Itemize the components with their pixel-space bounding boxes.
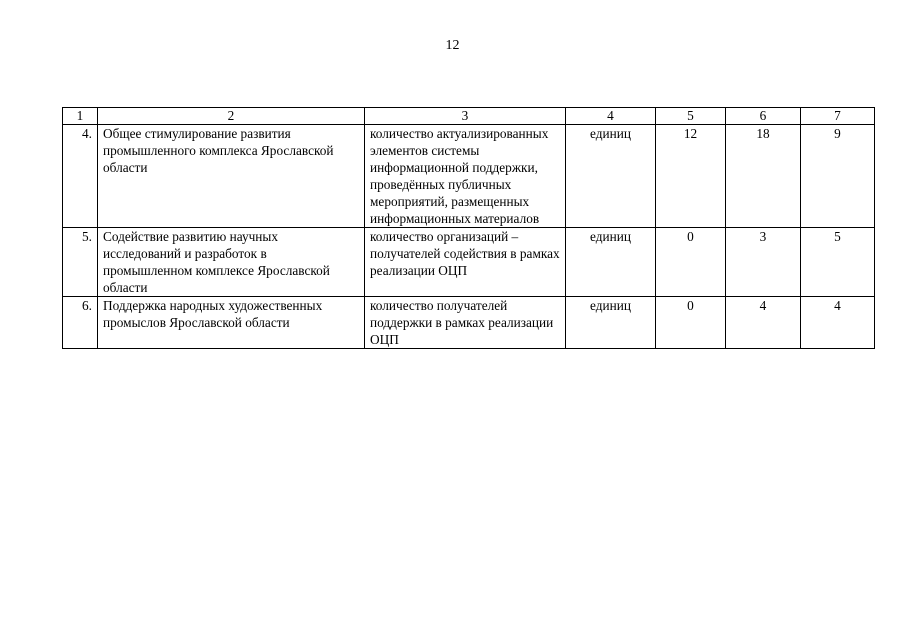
row-indicator: количество актуализированных элементов системы информационной поддержки, проведённых публичных мероприятий, размещенных информационных материалов (365, 125, 566, 228)
table-row (63, 297, 875, 349)
page-number: 12 (445, 38, 460, 53)
row-value-5: 0 (656, 228, 726, 297)
row-unit: единиц (566, 228, 656, 297)
row-value-7: 5 (801, 228, 875, 297)
table-row (63, 228, 875, 297)
row-name: Поддержка народных художественных промыслов Ярославской области (98, 297, 365, 349)
table-row (63, 125, 875, 228)
row-unit: единиц (566, 297, 656, 349)
row-value-7: 4 (801, 297, 875, 349)
row-value-5: 0 (656, 297, 726, 349)
row-value-6: 4 (726, 297, 801, 349)
row-number: 5. (63, 228, 98, 297)
row-value-7: 9 (801, 125, 875, 228)
row-value-5: 12 (656, 125, 726, 228)
column-header-5: 5 (656, 108, 726, 125)
column-header-6: 6 (726, 108, 801, 125)
column-header-2: 2 (98, 108, 365, 125)
row-name: Общее стимулирование развития промышленного комплекса Ярославской области (98, 125, 365, 228)
row-number: 6. (63, 297, 98, 349)
column-header-4: 4 (566, 108, 656, 125)
row-value-6: 18 (726, 125, 801, 228)
row-unit: единиц (566, 125, 656, 228)
data-table (62, 107, 875, 349)
column-header-1: 1 (63, 108, 98, 125)
row-number: 4. (63, 125, 98, 228)
column-header-7: 7 (801, 108, 875, 125)
row-indicator: количество организаций – получателей содействия в рамках реализации ОЦП (365, 228, 566, 297)
row-name: Содействие развитию научных исследований и разработок в промышленном комплексе Ярославской области (98, 228, 365, 297)
row-value-6: 3 (726, 228, 801, 297)
row-indicator: количество получателей поддержки в рамках реализации ОЦП (365, 297, 566, 349)
table-header-row (63, 108, 875, 125)
column-header-3: 3 (365, 108, 566, 125)
